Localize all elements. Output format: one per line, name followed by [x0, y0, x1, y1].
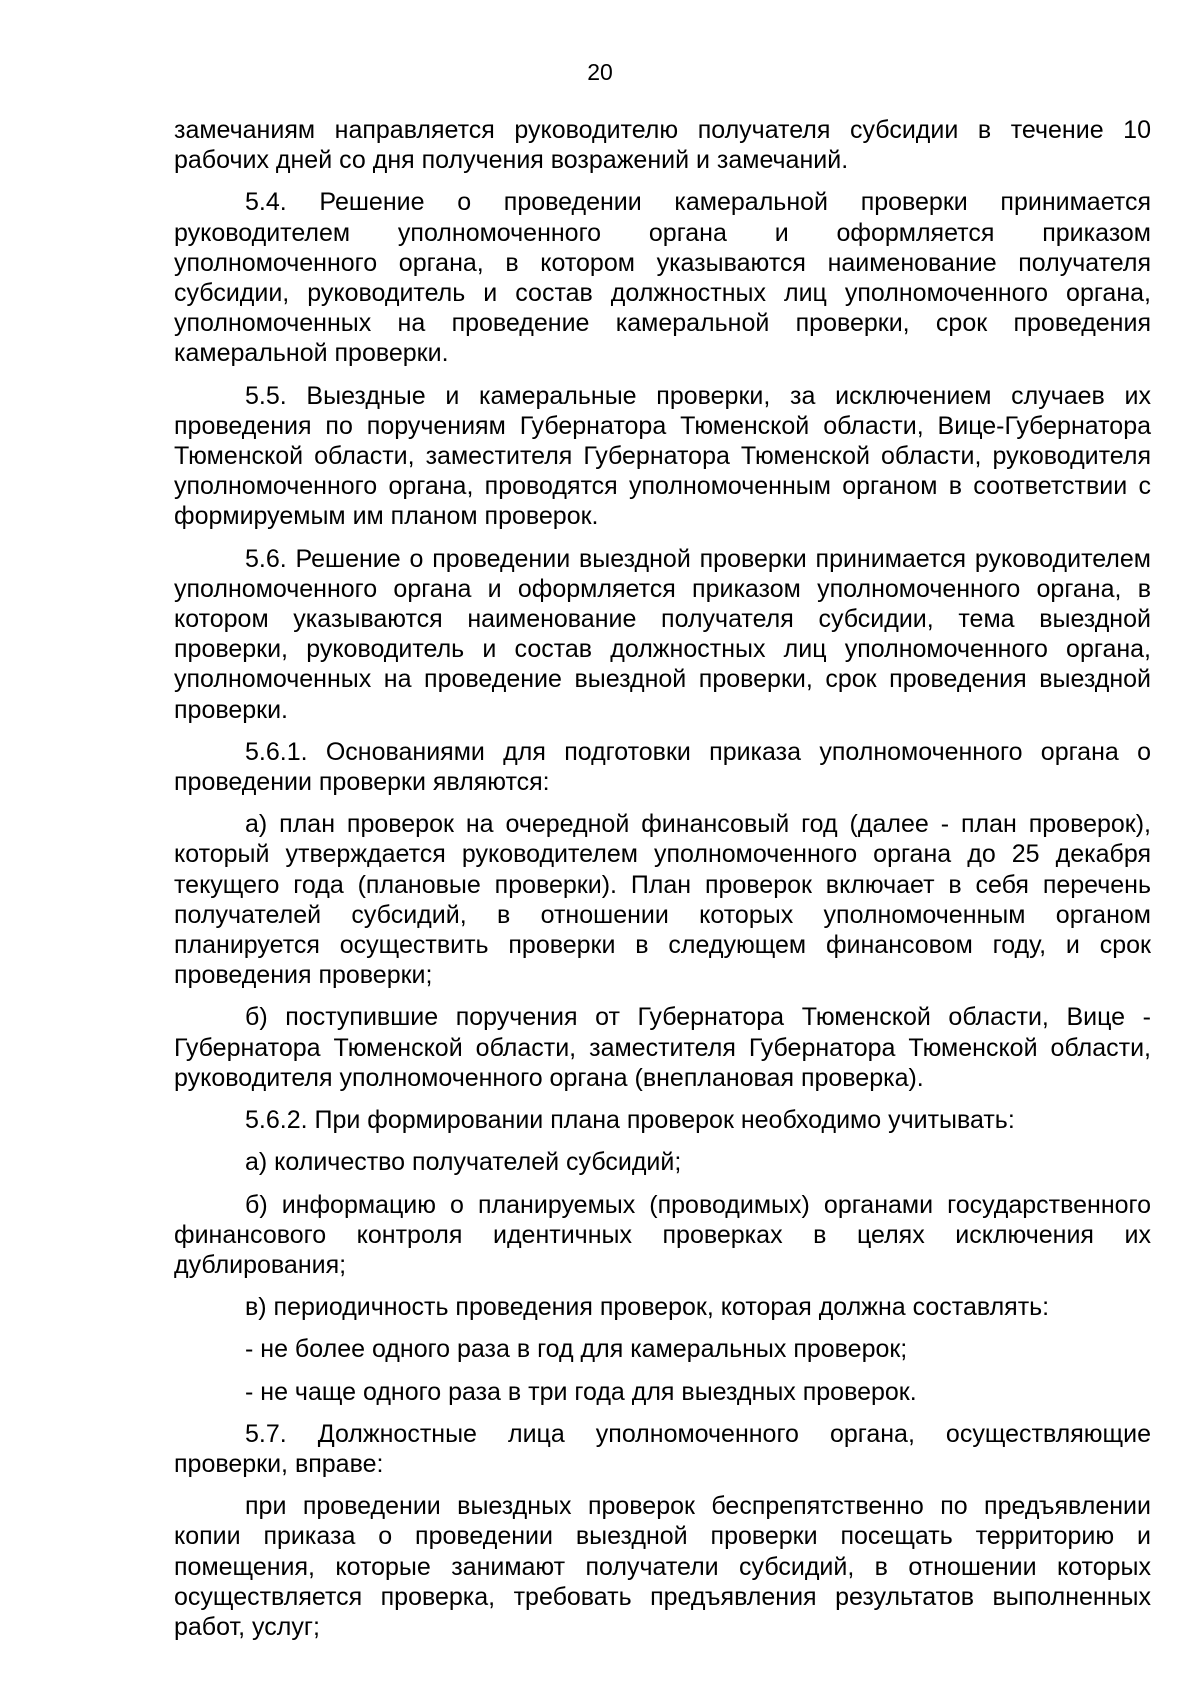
list-item-v-frequency: в) периодичность проведения проверок, которая должна составлять:: [245, 1293, 1050, 1322]
list-item-b-info: б) информацию о планируемых (проводимых) органами государственного финансового контроля идентичных проверках в целях исключения их дублирования;: [174, 1190, 1151, 1279]
paragraph-5-6-2: 5.6.2. При формировании плана проверок необходимо учитывать:: [245, 1106, 1015, 1135]
paragraph-5-5: 5.5. Выездные и камеральные проверки, за исключением случаев их проведения по поручениям Губернатора Тюменской области, Вице-Губернатора Тюменской области, заместителя Губернатора Тюменской области, руководителя уполномоченного органа, проводятся уполномоченным органом в соответствии с формируемым им планом проверок.: [174, 381, 1151, 531]
list-item-a-count: а) количество получателей субсидий;: [245, 1148, 682, 1177]
list-item-b-orders: б) поступившие поручения от Губернатора Тюменской области, Вице - Губернатора Тюменской области, заместителя Губернатора Тюменской области, руководителя уполномоченного органа (внеплановая проверка).: [174, 1003, 1151, 1092]
dash-item-desk-audits: - не более одного раза в год для камеральных проверок;: [245, 1335, 908, 1364]
document-body: [174, 115, 1151, 1642]
paragraph-rights: при проведении выездных проверок беспрепятственно по предъявлении копии приказа о проведении выездной проверки посещать территорию и помещения, которые занимают получатели субсидий, в отношении которых осуществляется проверка, требовать предъявления результатов выполненных работ, услуг;: [174, 1492, 1151, 1641]
list-item-a-plan: а) план проверок на очередной финансовый год (далее - план проверок), который утверждается руководителем уполномоченного органа до 25 декабря текущего года (плановые проверки). План проверок включает в себя перечень получателей субсидий, в отношении которых уполномоченным органом планируется осуществить проверки в следующем финансовом году, и срок проведения проверки;: [174, 810, 1151, 990]
page-number: 20: [587, 59, 613, 85]
dash-item-field-audits: - не чаще одного раза в три года для выездных проверок.: [245, 1377, 917, 1406]
paragraph-continuation: замечаниям направляется руководителю получателя субсидии в течение 10 рабочих дней со дня получения возражений и замечаний.: [174, 116, 1151, 175]
paragraph-5-6: 5.6. Решение о проведении выездной проверки принимается руководителем уполномоченного органа и оформляется приказом уполномоченного органа, в котором указываются наименование получателя субсидии, тема выездной проверки, руководитель и состав должностных лиц уполномоченного органа, уполномоченных на проведение выездной проверки, срок проведения выездной проверки.: [174, 544, 1151, 724]
paragraph-5-7: 5.7. Должностные лица уполномоченного органа, осуществляющие проверки, вправе:: [174, 1419, 1151, 1478]
paragraph-5-6-1: 5.6.1. Основаниями для подготовки приказа уполномоченного органа о проведении проверки являются:: [174, 737, 1151, 797]
paragraph-5-4: 5.4. Решение о проведении камеральной проверки принимается руководителем уполномоченного органа и оформляется приказом уполномоченного органа, в котором указываются наименование получателя субсидии, руководитель и состав должностных лиц уполномоченного органа, уполномоченных на проведение камеральной проверки, срок проведения камеральной проверки.: [174, 188, 1151, 368]
